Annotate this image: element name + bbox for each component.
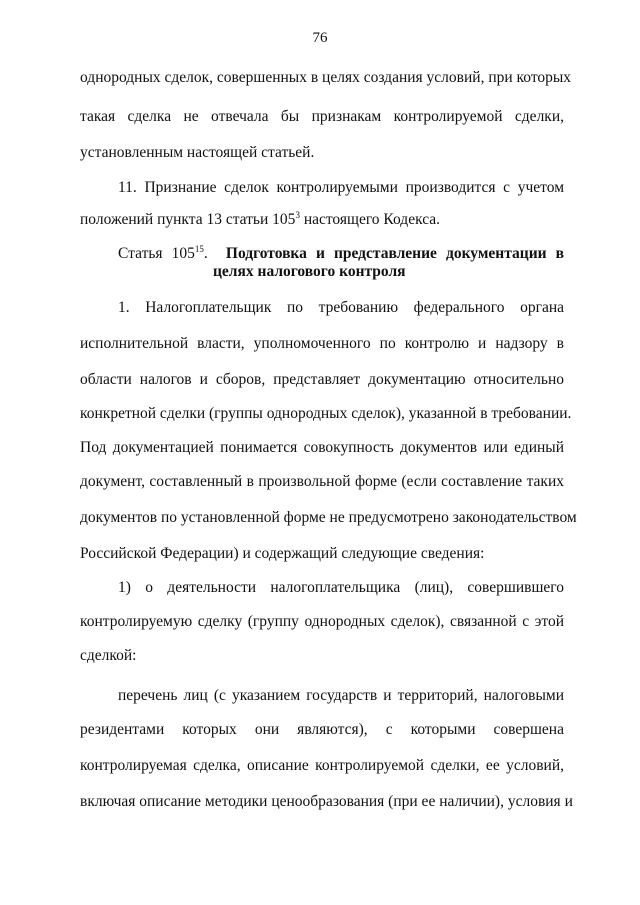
paragraph-3-line-3: области налогов и сборов, представляет документацию относительно <box>80 371 564 388</box>
article-heading <box>118 244 564 264</box>
paragraph-1-line-2: такая сделка не отвечала бы признакам контролируемой сделки, <box>80 108 564 125</box>
paragraph-2-text-before-sup: положений пункта 13 статьи 105 <box>80 211 296 228</box>
paragraph-2-text-after-sup: настоящего Кодекса. <box>299 211 441 228</box>
paragraph-1-line-1: однородных сделок, совершенных в целях создания условий, при которых <box>80 69 572 86</box>
paragraph-2-line-2 <box>80 210 564 230</box>
paragraph-2-line-1: 11. Признание сделок контролируемыми производится с учетом <box>118 179 564 196</box>
paragraph-3-line-2: исполнительной власти, уполномоченного по контролю и надзору в <box>80 335 564 352</box>
paragraph-3-line-1: 1. Налогоплательщик по требованию федерального органа <box>118 299 564 316</box>
paragraph-4-line-3: сделкой: <box>80 647 137 664</box>
paragraph-5-line-3: контролируемая сделка, описание контролируемой сделки, ее условий, <box>80 757 564 774</box>
article-heading-title-row-2: целях налогового контроля <box>213 263 406 280</box>
paragraph-4-line-2: контролируемую сделку (группу однородных сделок), связанной с этой <box>80 613 564 630</box>
paragraph-3-line-5: Под документацией понимается совокупность документов или единый <box>80 439 564 456</box>
paragraph-3-line-4: конкретной сделки (группы однородных сделок), указанной в требовании. <box>80 405 572 422</box>
paragraph-2-superscript: 3 <box>295 210 300 220</box>
article-heading-title-row-1: Подготовка и представление документации в <box>225 245 564 262</box>
article-heading-prefix: Статья 105 <box>118 245 195 262</box>
paragraph-5-line-1: перечень лиц (с указанием государств и территорий, налоговыми <box>118 687 564 704</box>
paragraph-3-line-6: документ, составленный в произвольной форме (если составление таких <box>80 473 564 490</box>
paragraph-1-line-3: установленным настоящей статьей. <box>80 144 315 161</box>
paragraph-5-line-4: включая описание методики ценообразования (при ее наличии), условия и <box>80 793 573 810</box>
article-heading-superscript: 15 <box>194 244 204 254</box>
paragraph-3-line-8: Российской Федерации) и содержащий следующие сведения: <box>80 545 485 562</box>
article-heading-period: . <box>203 245 208 262</box>
page-number: 76 <box>312 30 328 46</box>
paragraph-3-line-7: документов по установленной форме не предусмотрено законодательством <box>80 509 577 526</box>
paragraph-5-line-2: резидентами которых они являются), с которыми совершена <box>80 721 564 738</box>
paragraph-4-line-1: 1) о деятельности налогоплательщика (лиц), совершившего <box>118 579 564 596</box>
